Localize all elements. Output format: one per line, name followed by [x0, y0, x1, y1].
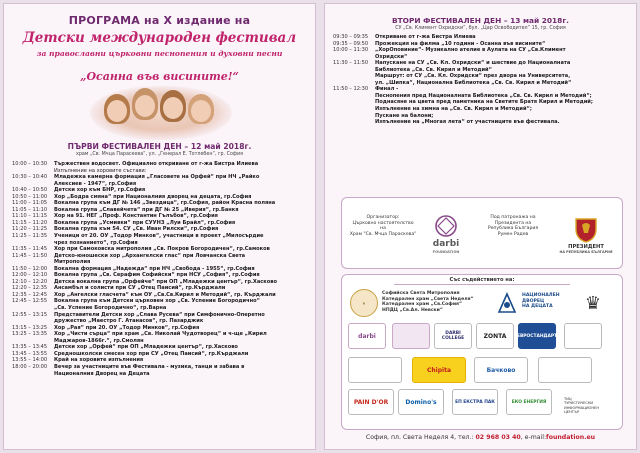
schedule-item: Охридски“	[375, 53, 408, 60]
schedule-item: Тържествен водосвет. Официално откриване от г-жа Бистра Илиева	[54, 161, 259, 167]
partner-logo: ЕКО ЕНЕРГИЯ	[506, 389, 552, 415]
schedule-item: Напускане на СУ „Св. Кл. Охридски“ и шествие до Националната	[375, 60, 571, 67]
left-page	[3, 3, 316, 450]
schedule-item: Пускане на балони;	[375, 112, 434, 119]
partner-logo	[392, 323, 430, 349]
schedule-time: 11:05 – 11:10	[12, 206, 48, 213]
schedule-time: 10:00 – 10:30	[12, 161, 48, 167]
partner-logo: PAIN D'OR	[348, 389, 394, 415]
contact-address: София, пл. Света Неделя 4, тел.:	[365, 434, 476, 441]
schedule-item: Хор „Ангелски гласчета“ към ОУ „Св.Св.Кирил и Методий“, гр. Кърджали	[54, 291, 276, 298]
schedule-item: Ученици от 20. ОУ „Тодор Минков“, участници в проект „Милосърдие	[54, 233, 264, 240]
darbi-logo-sub: FOUNDATION	[432, 250, 460, 254]
schedule-time: 12:55 – 13:15	[12, 311, 48, 318]
schedule-item: Маджаров-1866г.“, гр.Смолян	[54, 337, 144, 344]
president-logo-text: ПРЕЗИДЕНТ	[568, 243, 604, 250]
ndd-emblem-icon	[494, 289, 520, 317]
partner-logo: darbi	[348, 323, 386, 349]
partner-logo: ZONTA	[476, 323, 514, 349]
partner-logo: ЕВРОСТАНДАРТ	[518, 323, 556, 349]
president-logo	[556, 206, 616, 262]
schedule-item: Песнопения пред Националната Библиотека „Св. Св. Кирил и Методий“;	[375, 92, 592, 99]
schedule-item: Представители Детски хор „Слава Русева“ при Симфонично-Оперетно	[54, 311, 265, 318]
schedule-time: 10:00 – 11:30	[333, 47, 369, 54]
schedule-item: Хор „Бодра смяна“ при Националния дворец на децата, гр.София	[54, 193, 252, 200]
ndd-label: НАЦИОНАЛЕН ДВОРЕЦ НА ДЕЦАТА	[522, 293, 560, 310]
schedule-item: Хор при Самоковска митрополия „Св. Покров Богородичен“, гр.Самоков	[54, 246, 270, 253]
schedule-time: 11:30 – 11:50	[333, 60, 369, 67]
schedule-item: „Св. Успение Богородично“, гр.Варна	[54, 305, 167, 312]
schedule-time	[333, 119, 375, 126]
partner-logo	[538, 357, 592, 383]
schedule-item: Вокална група към ДГ № 146 „Звездица“, гр.София, район Красна поляна	[54, 200, 276, 207]
organizers-box	[341, 197, 623, 269]
partner-logo: Chipita	[412, 357, 466, 383]
schedule-item: Откриване от г-жа Бистра Илиева	[375, 34, 476, 40]
schedule-item: „ХорОповиние“- Музикално ателие в Аулата на СУ „Св.Климент	[375, 47, 566, 54]
patron-label: Под патронажа на Президента на Република България Румен Радев	[487, 215, 539, 237]
president-logo-sub: НА РЕПУБЛИКА БЪЛГАРИЯ	[559, 249, 613, 254]
schedule-time: 09:30 – 09:35	[333, 34, 369, 40]
day1-title: ПЪРВИ ФЕСТИВАЛЕН ДЕН – 12 май 2018г.	[67, 142, 252, 151]
schedule-time: 11:10 – 11:15	[12, 213, 48, 220]
day2-schedule	[333, 34, 630, 126]
partner-logo: Domino's	[398, 389, 444, 415]
schedule-time: 11:00 – 11:05	[12, 200, 48, 207]
schedule-time: 10:40 – 10:50	[12, 187, 48, 194]
schedule-row	[12, 371, 309, 378]
partner-logo: Бачково	[474, 357, 528, 383]
schedule-time: 11:50 – 12:30	[333, 86, 369, 93]
festival-subtitle: за православни църковни песнопения и духовни песни	[36, 49, 283, 58]
contact-line	[325, 434, 636, 441]
schedule-item: Средношколски смесен хор при СУ „Отец Паисий“, гр.Кърджали	[54, 350, 249, 357]
schedule-item: Детски хор „Орфей“ при ОП „Младежки център“, гр.Хасково	[54, 344, 238, 351]
schedule-item: Младежка камерна формация „Гласовете на Орфей“ при НЧ „Райко	[54, 174, 260, 181]
day1-schedule	[12, 161, 309, 377]
partners-title: Със съдействието на:	[449, 277, 515, 283]
schedule-time: 18:00 – 20:00	[12, 363, 48, 370]
metropolis-label: Софийска Света Митрополия Катедрален храм „Света Неделя“ Катедрален храм „Св.София“ НПДЦ „Св.Ал. Невски“	[382, 291, 474, 313]
schedule-time: 13:25 – 13:35	[12, 331, 48, 338]
schedule-item: Детско-юношески хор „Архангелски глас“ при Ловчанска Света	[54, 252, 246, 259]
schedule-time: 11:35 – 11:45	[12, 246, 48, 253]
schedule-item: Вечер за участниците във Фестивала - музика, танци и забава в	[54, 363, 245, 370]
schedule-item: Изпълнение на „Многая лета“ от участниците във фестивала.	[375, 119, 560, 126]
schedule-row	[333, 119, 630, 126]
schedule-time: 12:00 – 12:10	[12, 272, 48, 279]
schedule-item: Библиотека „Св. Св. Кирил и Методий“	[375, 66, 492, 73]
schedule-item: Детска вокална група „Орфейче“ при ОП „Младежки център“, гр.Хасково	[54, 278, 277, 285]
day2-title: ВТОРИ ФЕСТИВАЛЕН ДЕН – 13 май 2018г.	[392, 16, 569, 25]
schedule-item: ул. „Шипка“, Национална Библиотека „Св. Св. Кирил и Методий“	[375, 79, 572, 86]
schedule-time: 10:50 – 11:00	[12, 193, 48, 200]
festival-title: Детски международен фестивал	[22, 30, 297, 46]
darbi-foundation-logo	[424, 210, 468, 256]
schedule-item: Вокална група „Славейчета“ при ДГ № 25 „Иверия“, гр.Банкя	[54, 206, 239, 213]
coat-of-arms-icon	[573, 215, 599, 243]
schedule-item: Поднасяне на цвета пред паметника на Светите Братя Кирил и Методий;	[375, 99, 593, 106]
schedule-time: 09:35 – 09:50	[333, 40, 369, 47]
contact-phone[interactable]: 02 968 03 40	[475, 434, 521, 441]
partner-logo: ЕП ЕКСТРА ПАК	[452, 389, 498, 415]
partner-logo	[564, 323, 602, 349]
schedule-time: 12:10 – 12:20	[12, 278, 48, 285]
schedule-time: 11:50 – 12:00	[12, 265, 48, 272]
tic-label: ТИЦ ТУРИСТИЧЕСКИ ИНФОРМАЦИОНЕН ЦЕНТЪР	[564, 397, 600, 414]
schedule-time	[12, 371, 54, 378]
schedule-time: 10:30 – 10:40	[12, 174, 48, 181]
lion-crest-icon: ♛	[584, 292, 602, 314]
schedule-time: 13:15 – 13:25	[12, 324, 48, 331]
schedule-item: Хор на 91. НЕГ „Проф. Константин Гълъбов“, гр.София	[54, 213, 218, 220]
schedule-item: Алексиев - 1947“, гр.София	[54, 180, 137, 187]
schedule-item: Финал -	[375, 86, 399, 93]
schedule-item: Хор „Чисти сърца“ при храм „Св. Николай Чудотворец“ и ч-ще „Кирил	[54, 331, 267, 338]
contact-email-label: , e-mail:	[520, 434, 547, 441]
darbi-logo-text: darbi	[432, 239, 460, 249]
schedule-time: 12:35 – 12:45	[12, 291, 48, 298]
partner-logo: DARBI COLLEGE	[434, 323, 472, 349]
children-photo	[90, 86, 232, 140]
schedule-time: 11:15 – 11:20	[12, 219, 48, 226]
schedule-time: 11:45 – 11:50	[12, 252, 48, 259]
schedule-time: 11:20 – 11:25	[12, 226, 48, 233]
schedule-item: Вокална група към 54. СУ „Св. Иван Рилски“, гр.София	[54, 226, 219, 233]
partners-box	[341, 274, 623, 430]
schedule-item: Прожекция на филма „10 години - Осанна във висините“	[375, 40, 546, 47]
partner-logo	[348, 357, 402, 383]
metropolis-seal-icon: ✝	[350, 289, 378, 317]
schedule-item: Вокална група към Детски църковен хор „Св. Успение Богородично“	[54, 298, 260, 305]
schedule-time: 11:25 – 11:35	[12, 233, 48, 240]
schedule-item: чрез познанието“, гр.София	[54, 239, 138, 246]
schedule-item: Детски хор към БНР, гр.София	[54, 187, 146, 194]
schedule-item: Националния Дворец на Децата	[54, 370, 150, 377]
day1-subtitle: храм „Св. Мчца Параскева“, ул. „Генерал Е. Тотлебен“, гр. София	[75, 152, 244, 157]
schedule-time: 13:55 – 14:00	[12, 357, 48, 364]
program-title: ПРОГРАМА на X издание на	[68, 14, 251, 27]
schedule-time: 12:45 – 12:55	[12, 298, 48, 305]
schedule-time: 13:45 – 13:55	[12, 350, 48, 357]
schedule-item: Изпълнение на химна на „Св. Св. Кирил и Методий“;	[375, 106, 532, 113]
schedule-time: 12:20 – 12:35	[12, 285, 48, 292]
schedule-item: Маршрут: от СУ „Св. Кл. Охридски“ през двора на Университета,	[375, 73, 571, 80]
schedule-item: Изпълнение на хоровите състави:	[54, 167, 147, 174]
organizer-label: Организатор: Църковно настоятелство на Храм "Св. Мчца Параскева"	[349, 215, 417, 237]
schedule-item: Вокална формация „Надежда“ при НЧ „Свобода - 1955“, гр.София	[54, 265, 255, 272]
right-page	[324, 3, 637, 450]
schedule-item: дружество „Маестро Г. Атанасов“, гр. Пазарджик	[54, 318, 204, 325]
schedule-time: 13:35 – 13:45	[12, 344, 48, 351]
schedule-item: Ансамбъл и солисти при СУ „Отец Паисий“, гр.Кърджали	[54, 285, 226, 292]
schedule-item: Хор „Рая“ при 20. ОУ „Тодор Минков“, гр.София	[54, 324, 200, 331]
schedule-item: Край на хоровите изпълнения	[54, 357, 144, 364]
schedule-item: Митрополия	[54, 259, 91, 266]
festival-motto: „Осанна във висините!“	[80, 70, 239, 83]
schedule-item: Вокална група „Усмивки“ при СУУНЗ „Луи Брайл“, гр.София	[54, 219, 236, 226]
schedule-item: Вокална група „Св. Серафим Софийски“ при НСУ „София“, гр.София	[54, 272, 260, 279]
day2-subtitle: СУ „Св. Климент Охридски“, бул. „Цар Освободител“ 15, гр. София	[395, 26, 566, 31]
contact-email[interactable]: foundation.eu	[546, 434, 596, 441]
